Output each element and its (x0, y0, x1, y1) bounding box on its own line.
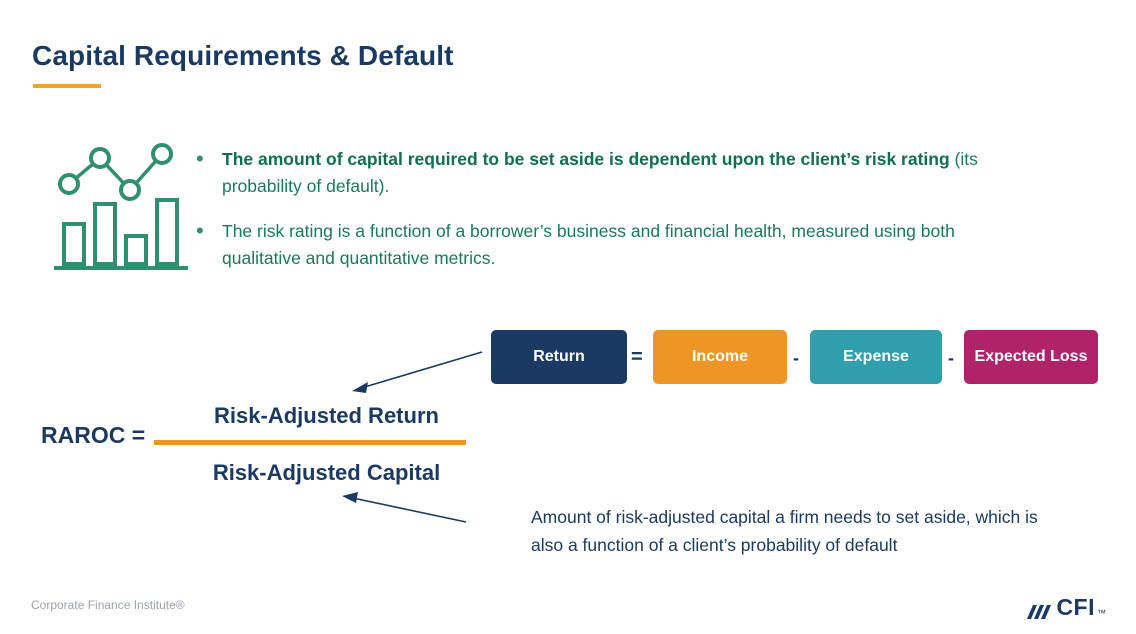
bullet-text-bold: The amount of capital required to be set aside is dependent upon the client’s risk rating (222, 149, 950, 169)
logo-text: CFI (1056, 594, 1095, 620)
bullet-list (196, 146, 1026, 290)
bullet-text (222, 146, 1026, 200)
bar-chart-icon (52, 140, 192, 276)
footer-credit: Corporate Finance Institute® (31, 598, 185, 612)
raroc-label: RAROC = (41, 422, 146, 448)
bullet-text-rest: The risk rating is a function of a borrower’s business and financial health, measured using both qualitative and quantitative metrics. (222, 221, 955, 268)
raroc-numerator: Risk-Adjusted Return (214, 403, 439, 428)
logo-mark-icon (1027, 601, 1053, 621)
formula-box-expected-loss: Expected Loss (964, 330, 1098, 384)
list-item (196, 146, 1026, 200)
operator-minus-2: - (948, 348, 954, 368)
raroc-fraction-bar (154, 440, 466, 445)
bullet-dot-icon: • (196, 218, 204, 243)
formula-box-return: Return (491, 330, 627, 384)
cfi-logo (1027, 594, 1106, 621)
list-item (196, 218, 1026, 272)
bullet-dot-icon: • (196, 146, 204, 171)
raroc-denominator: Risk-Adjusted Capital (212, 460, 441, 485)
bullet-text (222, 218, 1026, 272)
formula-box-expense: Expense (810, 330, 942, 384)
logo-trademark: ™ (1097, 608, 1106, 618)
operator-minus-1: - (793, 348, 799, 368)
formula-box-income: Income (653, 330, 787, 384)
operator-equals: = (631, 346, 643, 368)
caption-text: Amount of risk-adjusted capital a firm needs to set aside, which is also a function of a client’s probability of default (531, 507, 1038, 555)
title-underline (33, 84, 101, 88)
bullet-text-rest: (its probability of default). (222, 149, 978, 196)
page-title: Capital Requirements & Default (32, 40, 454, 71)
